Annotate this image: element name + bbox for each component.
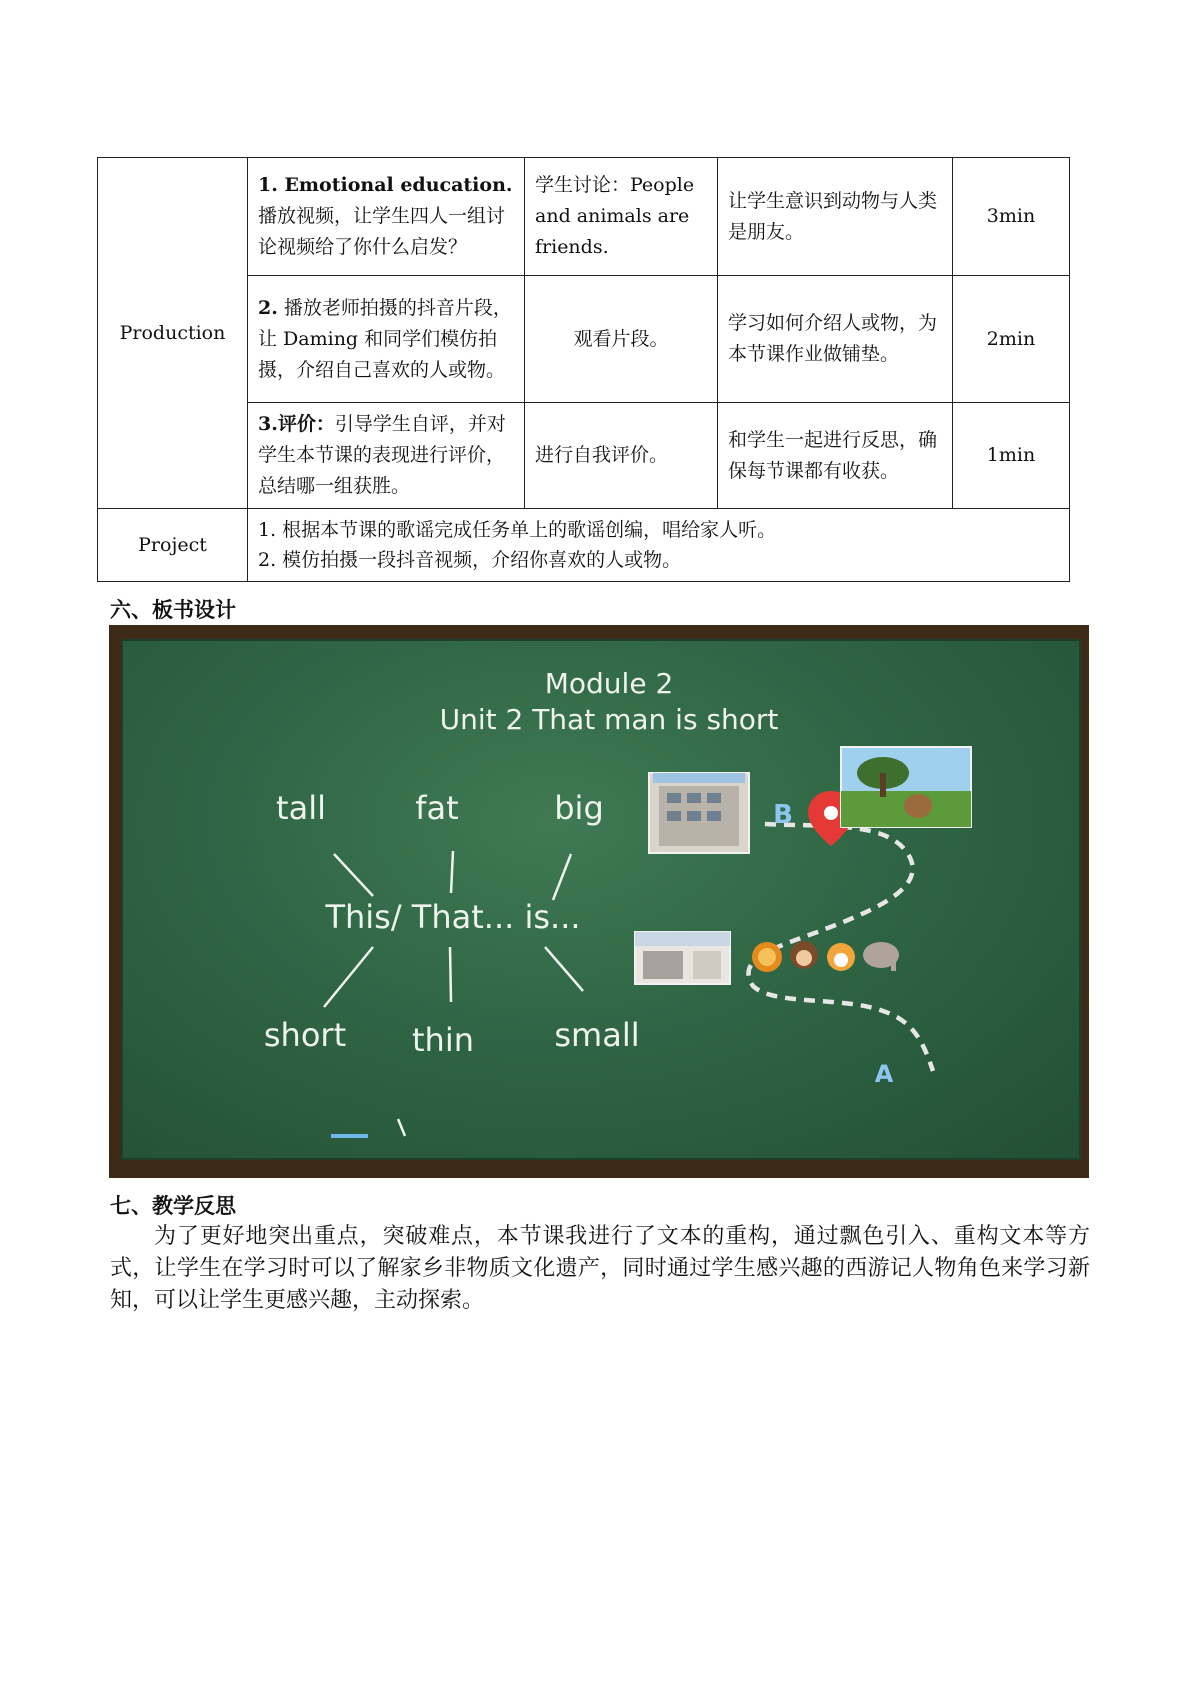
step-cell <box>248 158 525 276</box>
word-short: short <box>263 1016 347 1054</box>
word-big: big <box>554 789 604 827</box>
student-activity: 学生讨论：People and animals are friends. <box>525 158 718 276</box>
step-text: 引导学生自评，并对学生本节课的表现进行评价，总结哪一组获胜。 <box>258 413 506 497</box>
blackboard <box>109 625 1089 1178</box>
step-text: 播放视频，让学生四人一组讨论视频给了你什么启发？ <box>258 205 506 258</box>
word-tall: tall <box>276 789 326 827</box>
connector-line <box>553 854 571 900</box>
word-fat: fat <box>415 789 459 827</box>
stage-project: Project <box>98 509 248 582</box>
connector-line <box>450 947 451 1002</box>
route-marker-b: B <box>773 800 793 830</box>
museum-photo <box>635 932 730 984</box>
monkey-icon <box>790 941 818 969</box>
reflection-paragraph: 为了更好地突出重点，突破难点，本节课我进行了文本的重构，通过飘色引入、重构文本等方式，让学生在学习时可以了解家乡非物质文化遗产，同时通过学生感兴趣的西游记人物角色来学习新知，可以让学生更感兴趣，主动探索。 <box>110 1224 1090 1313</box>
step-text: 播放老师拍摄的抖音片段，让 Daming 和同学们模仿拍摄，介绍自己喜欢的人或物。 <box>258 296 512 381</box>
project-item: 2. 模仿拍摄一段抖音视频，介绍你喜欢的人或物。 <box>258 549 682 571</box>
step-cell <box>248 276 525 403</box>
lion-icon <box>752 942 782 972</box>
tiger-icon <box>827 943 855 971</box>
step-lead: 2. <box>258 296 278 319</box>
section-title-board-design: 六、板书设计 <box>110 598 236 622</box>
lesson-plan-table <box>97 157 1070 582</box>
elephant-icon <box>863 942 899 971</box>
student-activity: 进行自我评价。 <box>525 403 718 509</box>
step-lead: 1. Emotional education. <box>258 174 513 196</box>
route-marker-a: A <box>874 1060 894 1088</box>
project-cell <box>248 509 1070 582</box>
time-cell: 2min <box>953 276 1070 403</box>
design-purpose: 和学生一起进行反思，确保每节课都有收获。 <box>718 403 953 509</box>
time-cell: 1min <box>953 403 1070 509</box>
connector-line <box>324 947 373 1007</box>
chalk-mark <box>398 1119 405 1136</box>
board-center-sentence: This/ That... is... <box>325 898 581 936</box>
student-activity: 观看片段。 <box>525 276 718 403</box>
word-thin: thin <box>412 1021 474 1059</box>
word-small: small <box>554 1016 640 1054</box>
connector-line <box>545 947 583 991</box>
design-purpose: 让学生意识到动物与人类是朋友。 <box>718 158 953 276</box>
connector-line <box>451 851 453 893</box>
blackboard-surface <box>121 639 1081 1160</box>
design-purpose: 学习如何介绍人或物，为本节课作业做铺垫。 <box>718 276 953 403</box>
building-photo <box>649 773 749 853</box>
section-title-teaching-reflection: 七、教学反思 <box>110 1194 236 1218</box>
connector-line <box>334 854 373 896</box>
board-title-unit: Unit 2 That man is short <box>439 703 779 736</box>
step-lead: 3.评价： <box>258 413 335 435</box>
project-item: 1. 根据本节课的歌谣完成任务单上的歌谣创编，唱给家人听。 <box>258 519 777 541</box>
park-photo <box>841 747 971 827</box>
step-cell <box>248 403 525 509</box>
board-title-module: Module 2 <box>544 667 674 700</box>
board-drawing <box>123 641 1077 1156</box>
stage-production: Production <box>98 158 248 509</box>
time-cell: 3min <box>953 158 1070 276</box>
